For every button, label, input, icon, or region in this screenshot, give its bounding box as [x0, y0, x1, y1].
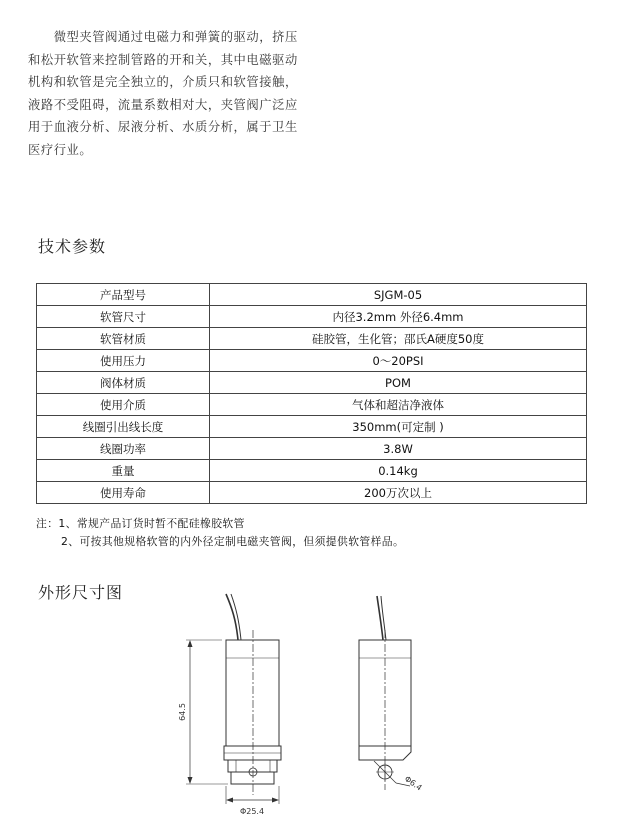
spec-value: SJGM-05 [210, 284, 587, 306]
spec-value: 硅胶管，生化管；邵氏A硬度50度 [210, 328, 587, 350]
table-row [37, 482, 587, 504]
front-view [186, 594, 281, 804]
table-row [37, 306, 587, 328]
spec-value: POM [210, 372, 587, 394]
spec-value: 350mm(可定制 ) [210, 416, 587, 438]
spec-label: 阀体材质 [37, 372, 210, 394]
height-dimension-label: 64.5 [178, 703, 187, 721]
note-line-2: 2、可按其他规格软管的内外径定制电磁夹管阀，但须提供软管样品。 [61, 535, 405, 548]
intro-line: 液路不受阻碍，流量系数相对大，夹管阀广泛应 [28, 97, 298, 112]
diameter-dimension-label: Φ25.4 [239, 807, 265, 816]
spec-value: 3.8W [210, 438, 587, 460]
spec-label: 使用介质 [37, 394, 210, 416]
spec-value: 200万次以上 [210, 482, 587, 504]
intro-paragraph [28, 26, 318, 162]
spec-label: 重量 [37, 460, 210, 482]
table-row [37, 350, 587, 372]
spec-label: 使用寿命 [37, 482, 210, 504]
spec-label: 软管尺寸 [37, 306, 210, 328]
spec-table [36, 283, 587, 504]
table-row [37, 394, 587, 416]
intro-line: 医疗行业。 [28, 142, 93, 157]
notes [36, 515, 404, 551]
table-row [37, 438, 587, 460]
intro-line: 微型夹管阀通过电磁力和弹簧的驱动，挤压 [28, 30, 298, 44]
spec-value: 内径3.2mm 外径6.4mm [210, 306, 587, 328]
tube-diameter-label: Φ6.4 [402, 774, 424, 793]
note-line-1: 注：1、常规产品订货时暂不配硅橡胶软管 [36, 517, 245, 530]
spec-value: 0～20PSI [210, 350, 587, 372]
dimension-section-title: 外形尺寸图 [38, 583, 124, 602]
spec-section-title: 技术参数 [38, 237, 107, 256]
spec-label: 线圈引出线长度 [37, 416, 210, 438]
intro-line: 和松开软管来控制管路的开和关，其中电磁驱动 [28, 52, 298, 67]
table-row [37, 284, 587, 306]
side-view [359, 596, 411, 790]
spec-label: 线圈功率 [37, 438, 210, 460]
spec-label: 产品型号 [37, 284, 210, 306]
dimension-drawing [0, 590, 626, 835]
spec-value: 气体和超洁净液体 [210, 394, 587, 416]
table-row [37, 328, 587, 350]
table-row [37, 372, 587, 394]
table-row [37, 416, 587, 438]
spec-label: 使用压力 [37, 350, 210, 372]
intro-line: 机构和软管是完全独立的，介质只和软管接触， [28, 75, 298, 90]
spec-label: 软管材质 [37, 328, 210, 350]
spec-value: 0.14kg [210, 460, 587, 482]
intro-line: 用于血液分析、尿液分析、水质分析，属于卫生 [28, 120, 298, 135]
table-row [37, 460, 587, 482]
